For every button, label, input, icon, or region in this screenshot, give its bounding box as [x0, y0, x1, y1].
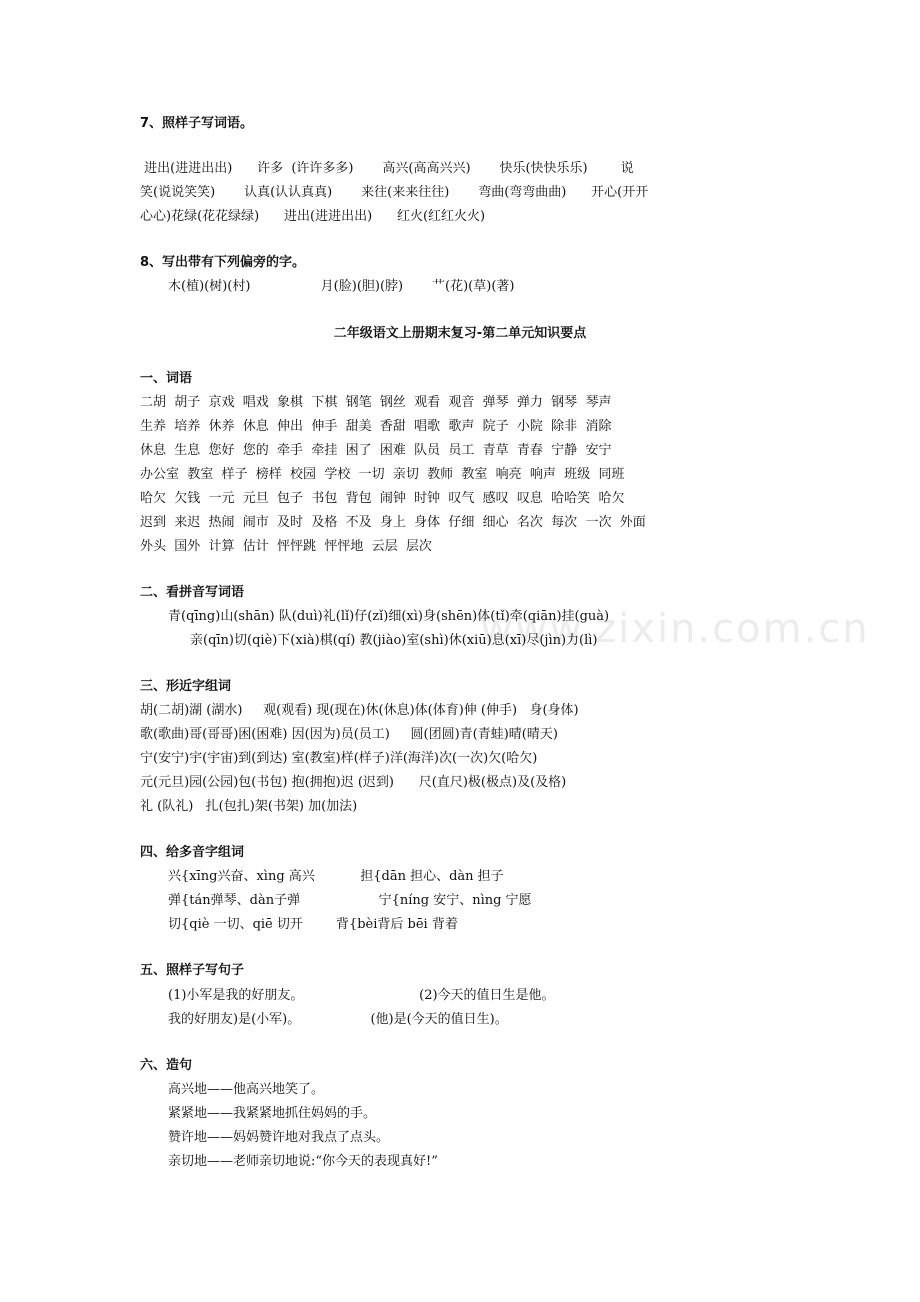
make-sentence-line: 高兴地——他高兴地笑了。 [168, 1082, 325, 1097]
document-title: 二年级语文上册期末复习-第二单元知识要点 [333, 326, 587, 341]
section-7-line: 进出(进进出出) 许多 (许许多多) 高兴(高高兴兴) 快乐(快快乐乐) 说 [140, 161, 634, 176]
pinyin-line: 亲(qīn)切(qiè)下(xià)棋(qí) 教(jiào)室(shì)休(xiū)息(xī)尽(jìn)力(lì) [190, 633, 598, 648]
similar-char-line: 胡(二胡)湖 (湖水) 观(观看) 现(现在)休(休息)体(体育)伸 (伸手) 身(身体) [140, 703, 579, 718]
vocab-line: 办公室 教室 样子 榜样 校园 学校 一切 亲切 教师 教室 响亮 响声 班级 同班 [140, 467, 625, 482]
section-7-line: 心心)花绿(花花绿绿) 进出(进进出出) 红火(红红火火) [140, 209, 486, 224]
section-7-line: 笑(说说笑笑) 认真(认认真真) 来往(来来往往) 弯曲(弯弯曲曲) 开心(开开 [140, 185, 649, 200]
vocab-line: 哈欠 欠钱 一元 元旦 包子 书包 背包 闹钟 时钟 叹气 感叹 叹息 哈哈笑 哈欠 [140, 491, 625, 506]
section-6-heading: 六、造句 [140, 1058, 193, 1073]
section-8-line: 木(植)(树)(村) 月(脸)(胆)(脖) 艹(花)(草)(著) [168, 279, 515, 294]
vocab-line: 生养 培养 休养 休息 伸出 伸手 甜美 香甜 唱歌 歌声 院子 小院 除非 消除 [140, 419, 612, 434]
vocab-line: 外头 国外 计算 估计 怦怦跳 怦怦地 云层 层次 [140, 539, 432, 554]
sentence-line: 我的好朋友)是(小军)。 (他)是(今天的值日生)。 [168, 1012, 508, 1027]
polyphone-line: 切{qiè 一切、qiē 切开 背{bèi背后 bēi 背着 [168, 917, 458, 932]
similar-char-line: 歌(歌曲)哥(哥哥)困(困难) 因(因为)员(员工) 圆(团圆)青(青蛙)晴(晴天) [140, 727, 558, 742]
pinyin-line: 青(qīng)山(shān) 队(duì)礼(lǐ)仔(zǐ)细(xì)身(shēn)体(tǐ)牵(qiān)挂(guà) [168, 609, 610, 624]
section-5-heading: 五、照样子写句子 [140, 963, 245, 978]
make-sentence-line: 赞许地——妈妈赞许地对我点了点头。 [168, 1130, 390, 1145]
section-2-heading: 二、看拼音写词语 [140, 585, 245, 600]
make-sentence-line: 紧紧地——我紧紧地抓住妈妈的手。 [168, 1106, 377, 1121]
vocab-line: 休息 生息 您好 您的 牵手 牵挂 困了 困难 队员 员工 青草 青春 宁静 安宁 [140, 443, 612, 458]
vocab-line: 二胡 胡子 京戏 唱戏 象棋 下棋 钢笔 钢丝 观看 观音 弹琴 弹力 钢琴 琴声 [140, 395, 612, 410]
make-sentence-line: 亲切地——老师亲切地说:“你今天的表现真好!” [168, 1154, 438, 1169]
similar-char-line: 宁(安宁)宇(宇宙)到(到达) 室(教室)样(样子)洋(海洋)次(一次)欠(哈欠) [140, 751, 538, 766]
sentence-line: (1)小军是我的好朋友。 (2)今天的值日生是他。 [168, 988, 555, 1003]
polyphone-line: 兴{xīng兴奋、xìng 高兴 担{dān 担心、dàn 担子 [168, 869, 504, 884]
section-4-heading: 四、给多音字组词 [140, 845, 245, 860]
section-7-heading: 7、照样子写词语。 [140, 116, 254, 131]
watermark: www.zixin.com.cn [480, 606, 870, 652]
section-1-heading: 一、词语 [140, 371, 193, 386]
polyphone-line: 弹{tán弹琴、dàn子弹 宁{níng 安宁、nìng 宁愿 [168, 893, 532, 908]
section-3-heading: 三、形近字组词 [140, 679, 232, 694]
similar-char-line: 元(元旦)园(公园)包(书包) 抱(拥抱)迟 (迟到) 尺(直尺)极(极点)及(及格) [140, 775, 567, 790]
similar-char-line: 礼 (队礼) 扎(包扎)架(书架) 加(加法) [140, 799, 358, 814]
section-8-heading: 8、写出带有下列偏旁的字。 [140, 255, 306, 270]
vocab-line: 迟到 来迟 热闹 闹市 及时 及格 不及 身上 身体 仔细 细心 名次 每次 一次 外面 [140, 515, 646, 530]
